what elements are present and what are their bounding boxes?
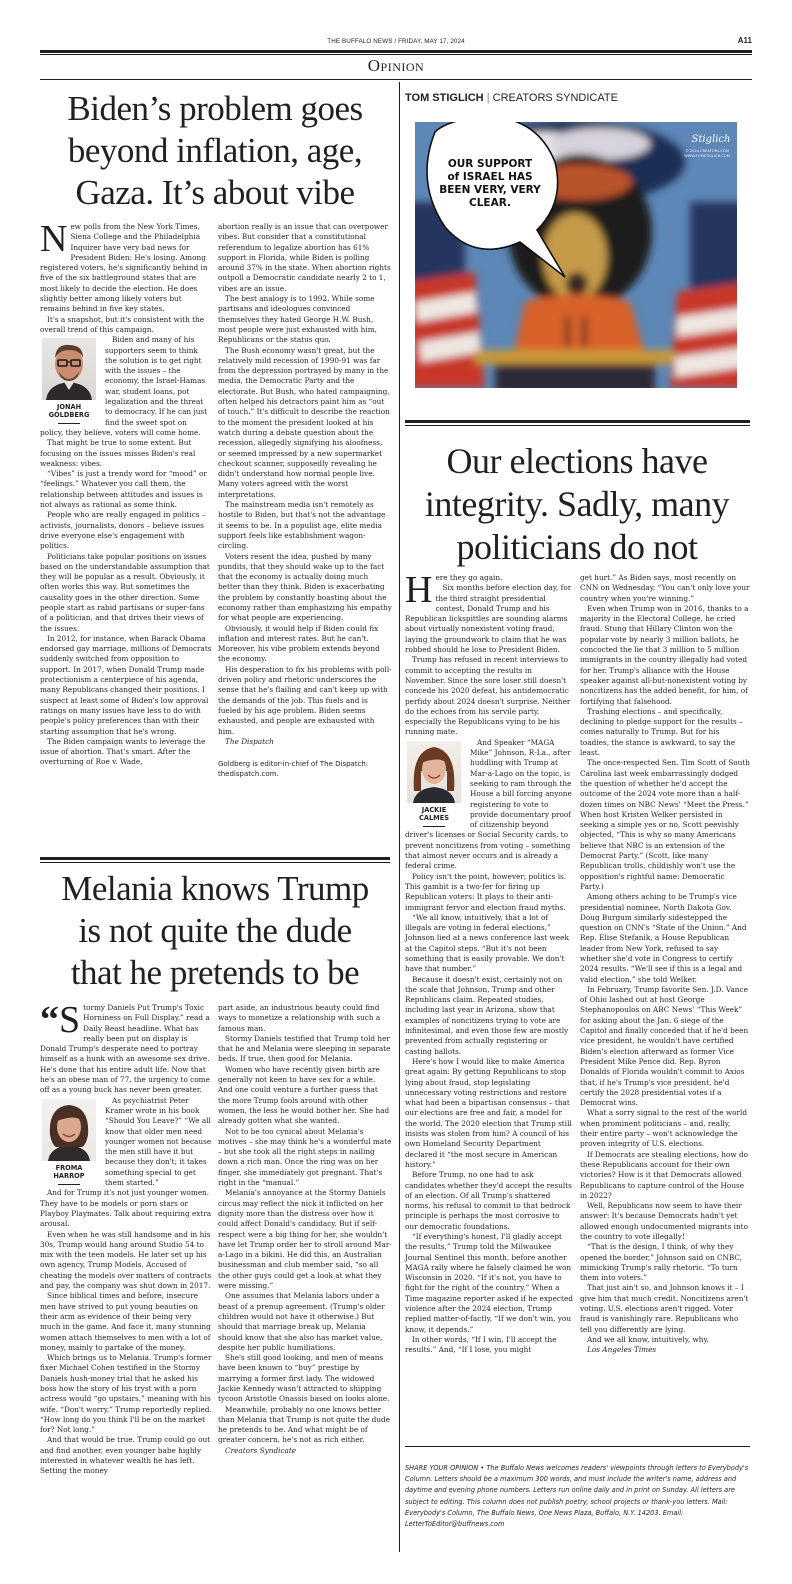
headline-line: is not quite the dude — [78, 911, 352, 950]
cartoon-artist: TOM STIGLICH — [405, 92, 484, 104]
author-rule — [58, 423, 80, 424]
drop-cap: H — [405, 569, 433, 611]
article-paragraph: Among others aching to be Trump's vice presidential nominee, North Dakota Gov. Doug Burgum similarly sidestepped the question on CNN's “State of the Union.” And Rep. Elise Stefanik, a House Republican leader from New York, refused to say whether she'd vote in Congress to certify 2024 results. “We'll see if this is a legal and valid election,” she told Welker. — [580, 892, 747, 984]
article-paragraph: part aside, an industrious beauty could find ways to monetize a relationship with such a famous man. — [218, 1003, 381, 1033]
article-paragraph: In other words, “If I win, I'll accept the results.” And, “If I lose, you might — [405, 1334, 557, 1355]
article-paragraph: “If everything's honest, I'll gladly accept the results,” Trump told the Milwaukee Journal Sentinel this month, before another MAGA rally where he falsely claimed he won Wisconsin in 2020. “If it's not, you have to fight for the right of the country.” When a Time magazine reporter asked if he expected violence after the 2024 election, Trump replied matter-of-factly, “If we don't win, you know, it depends.” — [405, 1232, 573, 1334]
article-paragraph: Trashing elections – and specifically, declining to pledge support for the results – comes naturally to Trump. But for his toadies, the stance is awkward, to say the least. — [580, 706, 743, 758]
headline-line: Gaza. It’s about vibe — [75, 173, 355, 212]
article-paragraph: The once-respected Sen. Tim Scott of South Carolina last week embarrassingly dodged the question of whether he'd accept the outcome of the 2024 vote more than a half-dozen times on NBC News' “Meet the Press.” When host Kristen Welker persisted in seeking a simple yes or no, Scott peevishly objected, “This is why so many Americans believe that NBC is an extension of the Democrat Party.” (Scott, like many Republican trolls, childishly won't use the opposition's rightful name: Democratic Party.) — [580, 758, 750, 891]
bullet: • — [480, 1464, 485, 1472]
headline-line: politicians do not — [456, 527, 698, 567]
article-paragraph: One assumes that Melania labors under a beast of a prenup agreement. (Trump's older children would not have it otherwise.) But should that marriage break up, Melania should know that she also has market value, despite her public humiliations. — [218, 1291, 385, 1352]
article-paragraph: New polls from the New York Times, Siena College and the Philadelphia Inquirer have very bad news for President Biden: He's losing. Among registered voters, he's significantly behind in five of the six battleground states that are most likely to decide the election. He does slightly better among likely voters but remains behind in five key states. — [40, 218, 208, 314]
author-mug-goldberg — [40, 338, 98, 424]
article-paragraph: Here's how I would like to make America great again: By getting Republicans to stop lying about fraud, stop legislating unnecessary voting restrictions and restore what had been a bipartisan consensus – that our elections are free and fair, a model for the world. The 2020 election that Trump still insists was stolen from him? A council of his own Homeland Security Department declared it “the most secure in American history.” — [405, 1056, 572, 1169]
article-paragraph: “ S tormy Daniels Put Trump's Toxic Horniness on Full Display,” read a Daily Beast headline. What has really been put on display is Donald Trump's desperate need to portray himself as a hunk with an awesome sex drive. He's done that his entire adult life. Now that he's an obese man of 77, the urgency to come off as a young buck has never been greater. — [40, 999, 210, 1095]
cartoon-copyright: © 2024 CREATORS.COM — [685, 149, 729, 153]
author-mug-harrop — [40, 1099, 98, 1185]
headline-line: integrity. Sadly, many — [424, 484, 730, 524]
page-number: A11 — [737, 36, 752, 45]
author-photo — [42, 338, 96, 400]
article-paragraph: Biden and many of his supporters seem to think the solution is to get right with the issues – the economy, the Israel-Hamas war, student loans, pot legalization and the threat to democracy. If he can just find the sweet spot on policy, they believe, voters will come home. — [40, 335, 208, 437]
article-paragraph: Trump has refused in recent interviews to commit to accepting the results in November. Since the sore loser still doesn't concede his 2020 defeat, his antidemocratic perfidy about 2024 doesn't surprise. Neither do the echoes from his servile party, especially the Republicans vying to be his running mate. — [405, 655, 571, 737]
article-paragraph: She's still good looking, and men of means have been known to “buy” prestige by marrying a former first lady. The widowed Jackie Kennedy wasn't attracted to shipping tycoon Aristotle Onassis based on looks alone. — [218, 1353, 390, 1404]
article-paragraph: “That is the design, I think, of why they opened the border,” Johnson said on CNBC, mimicking Trump's rally rhetoric. “To turn them into voters.” — [580, 1242, 743, 1283]
article-paragraph: The Biden campaign wants to leverage the issue of abortion. That's smart. After the overturning of Roe v. Wade, — [40, 736, 206, 767]
article-paragraph: That just ain't so, and Johnson knows it – I give him that much credit. Noncitizens aren't voting. U.S. elections aren't rigged. Voter fraud is vanishingly rare. Republicans who tell you differently are lying. — [580, 1283, 749, 1334]
article-paragraph: Since biblical times and before, insecure men have strived to put young beauties on their arm as evidence of their being very much in the game. And face it, many stunning women attach themselves to men with a lot of money, mainly to partake of the money. — [40, 1291, 211, 1352]
article-paragraph: That might be true to some extent. But focusing on the issues misses Biden's real weakness: vibes. — [40, 438, 196, 468]
article-paragraph: Before Trump, no one had to ask candidates whether they'd accept the results of an election. Of all Trump's shattered norms, his refusal to commit to that bedrock principle is perhaps the most corrosive to our democratic foundations. — [405, 1170, 572, 1231]
speech-line: CLEAR. — [469, 197, 511, 209]
article-paragraph: Voters resent the idea, pushed by many pundits, that they should wake up to the fact that the economy is actually doing much better than they think. Biden is exacerbating the problem by constantly boasting about the economy rather than emphasizing his empathy for what people are experiencing. — [218, 551, 392, 623]
goldberg-headline — [40, 88, 390, 214]
cartoon-illustration — [415, 122, 737, 388]
headline-line: that he pretends to be — [70, 953, 360, 992]
goldberg-column-2 — [218, 222, 392, 779]
harrop-column-1 — [40, 999, 212, 1477]
masthead-rule-thick — [40, 50, 752, 53]
article-paragraph: In February, Trump favorite Sen. J.D. Vance of Ohio lashed out at host George Stephanopoulos on ABC News' “This Week” for asking about the Jan. 6 siege of the Capitol and finally conceded that if he'd been vice president, he wouldn't have certified Biden's election afterward as former Vice President Mike Pence did. Rep. Byron Donalds of Florida wouldn't commit to Axios that, if he's Trump's vice president, he'd certify the 2028 presidential votes if a Democrat wins. — [580, 984, 749, 1108]
article-paragraph: Even when he was still handsome and in his 30s, Trump would hang around Studio 54 to mix with the teen models. He later set up his own agency, Trump Models. Accused of cheating the models over matters of contracts and pay, the company was shut down in 2017. — [40, 1229, 212, 1291]
headline-line: Our elections have — [446, 441, 708, 481]
article-separator-thick — [405, 420, 750, 423]
article-paragraph: The Bush economy wasn't great, but the relatively mild recession of 1990-91 was far from the depression portrayed by many in the media, the Democratic Party and the electorate. But Bush, who hated campaigning, often helped his detractors paint him as “out of touch.” It's difficult to describe the reaction to the moment the president looked at his watch during a debate question about the recession, allegedly signifying his aloofness, or seemed impressed by a new supermarket checkout scanner, supposedly revealing he didn't understand how normal people live. Many voters agreed with the worst interpretations. — [218, 345, 390, 499]
author-rule — [58, 1184, 80, 1185]
article-paragraph: Meanwhile, probably no one knows better than Melania that Trump is not quite the dude he pretends to be. And what might be of greater concern, he's not as rich either. — [218, 1404, 391, 1445]
author-photo — [407, 741, 461, 803]
article-paragraph: The best analogy is to 1992. While some partisans and ideologues convinced themselves they hated George H.W. Bush, most people were just exhausted with him, Republicans or the status quo. — [218, 294, 377, 345]
author-name: FROMA HARROP — [53, 1163, 85, 1180]
author-photo — [42, 1099, 96, 1161]
article-paragraph: get hurt.” As Biden says, most recently on CNN on Wednesday, “You can't only love your country when you're winning.” — [580, 573, 750, 603]
speech-line: of ISRAEL HAS — [447, 171, 533, 183]
article-paragraph: Not to be too cynical about Melania's motives – she may think he's a wonderful mate – but she took all the right steps in nailing down a rich man. Once the ring was on her finger, she immediately got pregnant. That's right in the “manual.” — [218, 1126, 392, 1188]
letters-label: SHARE YOUR OPINION — [405, 1464, 479, 1472]
article-paragraph: “We all know, intuitively, that a lot of illegals are voting in federal elections,” Johnson lied at a news conference last week at the Capitol steps. “But it's not been something that is easily provable. We don't have that number.” — [405, 912, 569, 974]
harrop-headline — [40, 868, 390, 994]
headline-line: beyond inflation, age, — [67, 131, 363, 170]
letters-rule — [405, 1446, 750, 1447]
folio-line — [40, 36, 752, 48]
goldberg-column-1 — [40, 218, 212, 768]
headline-line: Melania knows Trump — [61, 869, 369, 908]
article-source: Creators Syndicate — [225, 1445, 297, 1455]
article-paragraph: Even when Trump won in 2016, thanks to a majority in the Electoral College, he cried fraud. Stung that Hillary Clinton won the popular vote by nearly 3 million ballots, he concocted the lie that 3 million to 5 million immigrants in the country illegally had voted for her. Trump's alliance with the House speaker against all-but-nonexistent voting by noncitizens has the added benefit, for him, of fortifying that falsehood. — [580, 603, 749, 706]
article-paragraph: In 2012, for instance, when Barack Obama endorsed gay marriage, millions of Democrats suddenly switched from opposition to support. In 2017, when Donald Trump made protectionism a centerpiece of his agenda, many Republicans changed their positions. I suspect at least some of Biden's low approval ratings on many issues have less to do with people's policy preferences than with their starting assumption that he's wrong. — [40, 633, 212, 736]
article-paragraph: And for Trump it's not just younger women. They have to be models or porn stars or Playboy Playmates. Talk about requiring extra arousal. — [40, 1188, 212, 1229]
article-paragraph: Which brings us to Melania. Trump's former fixer Michael Cohen testified in the Stormy Daniels hush-money trial that he asked his boss how the story of his tryst with a porn actress would “go upstairs,” meaning with his wife. “Don't worry,” Trump reportedly replied. “How long do you think I'll be on the market for? Not long.” — [40, 1353, 212, 1435]
calmes-column-1 — [405, 569, 574, 1356]
article-paragraph: “Vibes” is just a trendy word for “mood” or “feelings.” Whatever you call them, the relationship between attitudes and issues is not always as rational as some think. — [40, 469, 207, 510]
open-quote-mark: “ — [40, 999, 59, 1041]
article-paragraph: JACKIE CALMES And Speaker “MAGA Mike” Johnson, R-La., after huddling with Trump at Mar-a-Lago on the topic, is seeking to ram through the House a bill forcing anyone registering to vote to provide documentary proof of citizenship beyond driver's licenses or Social Security cards, to prevent noncitizens from voting – something that almost never occurs and is already a federal crime. — [405, 737, 572, 871]
author-rule — [423, 826, 445, 827]
cartoon-copyright: WWW.TOMSTIGLICH.COM — [684, 154, 730, 158]
article-paragraph: abortion really is an issue that can overpower vibes. But consider that a constitutional referendum to legalize abortion has 61% support in Florida, while Biden is polling around 37% in the state. When abortion rights outpoll a Democratic candidate nearly 2 to 1, vibes are an issue. — [218, 222, 391, 293]
article-paragraph: Politicians take popular positions on issues based on the understandable assumption that they will be popular as a result. Obviously, it often works this way. But sometimes the causality goes in the other direction. Some people start as rabid partisans or super-fans of a politician, and that drives their views of the issues. — [40, 551, 210, 633]
article-paragraph: FROMA HARROP As psychiatrist Peter Kramer wrote in his book “Should You Leave?” “We all know that older men need younger women not because the men still have it but because they don't; it takes something special to get them started.” — [40, 1096, 212, 1189]
column-divider — [399, 82, 400, 1552]
drop-cap: N — [40, 218, 68, 260]
speech-line: OUR SUPPORT — [447, 158, 533, 170]
article-separator-thin — [40, 862, 390, 863]
article-paragraph: Here they go again. — [405, 569, 503, 611]
speech-line: BEEN VERY, VERY — [439, 184, 541, 196]
article-paragraph: Melania's annoyance at the Stormy Daniels circus may reflect the nick it inflicted on her dignity more than the distress over how it could affect Donald's candidacy. But if self-respect were a big thing for her, she wouldn't have let Trump order her to stroll around Mar-a-Lago in a bikini. He did this, an Australian businessman and club member said, “so all the other guys could get a look at what they were missing.” — [218, 1188, 392, 1291]
author-name: JONAH GOLDBERG — [48, 403, 90, 420]
article-paragraph: Women who have recently given birth are generally not keen to have sex for a while. And one could venture a further guess that the more Trump fools around with other women, the less he would bother her. She had already gotten what she wanted. — [218, 1064, 390, 1126]
article-separator-thick — [40, 857, 390, 860]
article-paragraph: Well, Republicans now seem to have their answer: It's because Democrats hadn't yet allowed enough undocumented migrants into the country to vote illegally! — [580, 1201, 749, 1241]
harrop-column-2 — [218, 1003, 392, 1456]
article-paragraph: Stormy Daniels testified that Trump told her that he and Melania were sleeping in separate beds. If true, then good for Melania. — [218, 1033, 391, 1064]
masthead-rule-thin — [40, 54, 752, 55]
article-paragraph: Because it doesn't exist, certainly not on the scale that Johnson, Trump and other Republicans claim. Repeated studies, including last year in Arizona, show that examples of noncitizens trying to vote are infinitesimal, and even those few are mostly prevented from actually registering or casting ballots. — [405, 974, 569, 1056]
folio-text: THE BUFFALO NEWS / FRIDAY, MAY 17, 2024 — [327, 38, 465, 45]
section-title: Opinion — [367, 56, 425, 75]
article-paragraph: People who are really engaged in politics – activists, journalists, donors – believe issues drive everyone else's engagement with politics. — [40, 510, 206, 551]
article-paragraph: The mainstream media isn't remotely as hostile to Biden, but that's not the advantage it seems to be. In a populist age, elite media support feels like establishment wagon-circling. — [218, 500, 386, 551]
calmes-column-2 — [580, 573, 750, 1356]
editorial-cartoon — [415, 122, 737, 388]
article-paragraph: If Democrats are stealing elections, how do these Republicans account for their own victories? How is it that Democrats allowed Republicans to capture control of the House in 2022? — [580, 1149, 749, 1200]
cartoon-syndicate: CREATORS SYNDICATE — [492, 92, 618, 104]
letters-text: The Buffalo News welcomes readers' viewpoints through letters to Everybody's Column. Letters should be a maximum 300 words, and must include the writer's name, address and daytime and evening phone numbers. Letters run online daily and in print on Sunday. All letters are subject to editing. This column does not publish poetry, school projects or thank-you letters. Mail: Everybody's Column, The Buffalo News, One News Plaza, Buffalo, N.Y. 14203. Email: LetterToEditor@buffnews.com — [405, 1464, 749, 1529]
calmes-headline — [404, 440, 750, 569]
cartoon-signature: Stiglich — [691, 134, 731, 145]
article-paragraph: His desperation to fix his problems with poll-driven policy and rhetoric underscores the sense that he's flailing and can't keep up with the demands of the job. This fuels and is fueled by his age problem. Biden seems exhausted, and people are exhausted with him. — [218, 664, 392, 736]
share-your-opinion-box — [405, 1463, 750, 1530]
cartoon-credit: TOM STIGLICH | CREATORS SYNDICATE — [405, 92, 618, 104]
article-paragraph: It's a snapshot, but it's consistent with the overall trend of this campaign. — [40, 314, 205, 334]
article-paragraph: And we all know, intuitively, why. — [587, 1334, 709, 1344]
article-paragraph: Six months before election day, for the third straight presidential contest, Donald Trump and his Republican lickspittles are sounding alarms about virtually nonexistent voting fraud, laying the groundwork to claim that he was robbed should he lose to President Biden. — [405, 583, 572, 655]
author-bio: Goldberg is editor-in-chief of The Dispatch: thedispatch.com. — [218, 760, 369, 779]
author-mug-calmes — [405, 741, 463, 827]
article-separator-thin — [405, 425, 750, 426]
headline-line: Biden’s problem goes — [67, 89, 363, 128]
section-rule — [40, 79, 752, 80]
article-paragraph: And that would be true. Trump could go out and find another, even younger babe highly interested in whatever wealth he has left. Setting the money — [40, 1435, 211, 1476]
article-paragraph: Policy isn't the point, however; politics is. This gambit is a two-fer for firing up Republican voters: It plays to their anti-immigrant fervor and election fraud myths. — [405, 871, 567, 912]
article-source: The Dispatch — [225, 736, 274, 746]
article-paragraph: What a sorry signal to the rest of the world when prominent politicians – and, really, their entire party – won't acknowledge the proven integrity of U.S. elections. — [580, 1108, 748, 1149]
article-paragraph: Obviously, it would help if Biden could fix inflation and interest rates. But he can't. Moreover, his vibe problem extends beyond the economy. — [218, 623, 380, 664]
drop-cap: S — [59, 999, 81, 1041]
author-name: JACKIE CALMES — [419, 805, 449, 822]
article-source: Los Angeles Times — [587, 1345, 657, 1355]
